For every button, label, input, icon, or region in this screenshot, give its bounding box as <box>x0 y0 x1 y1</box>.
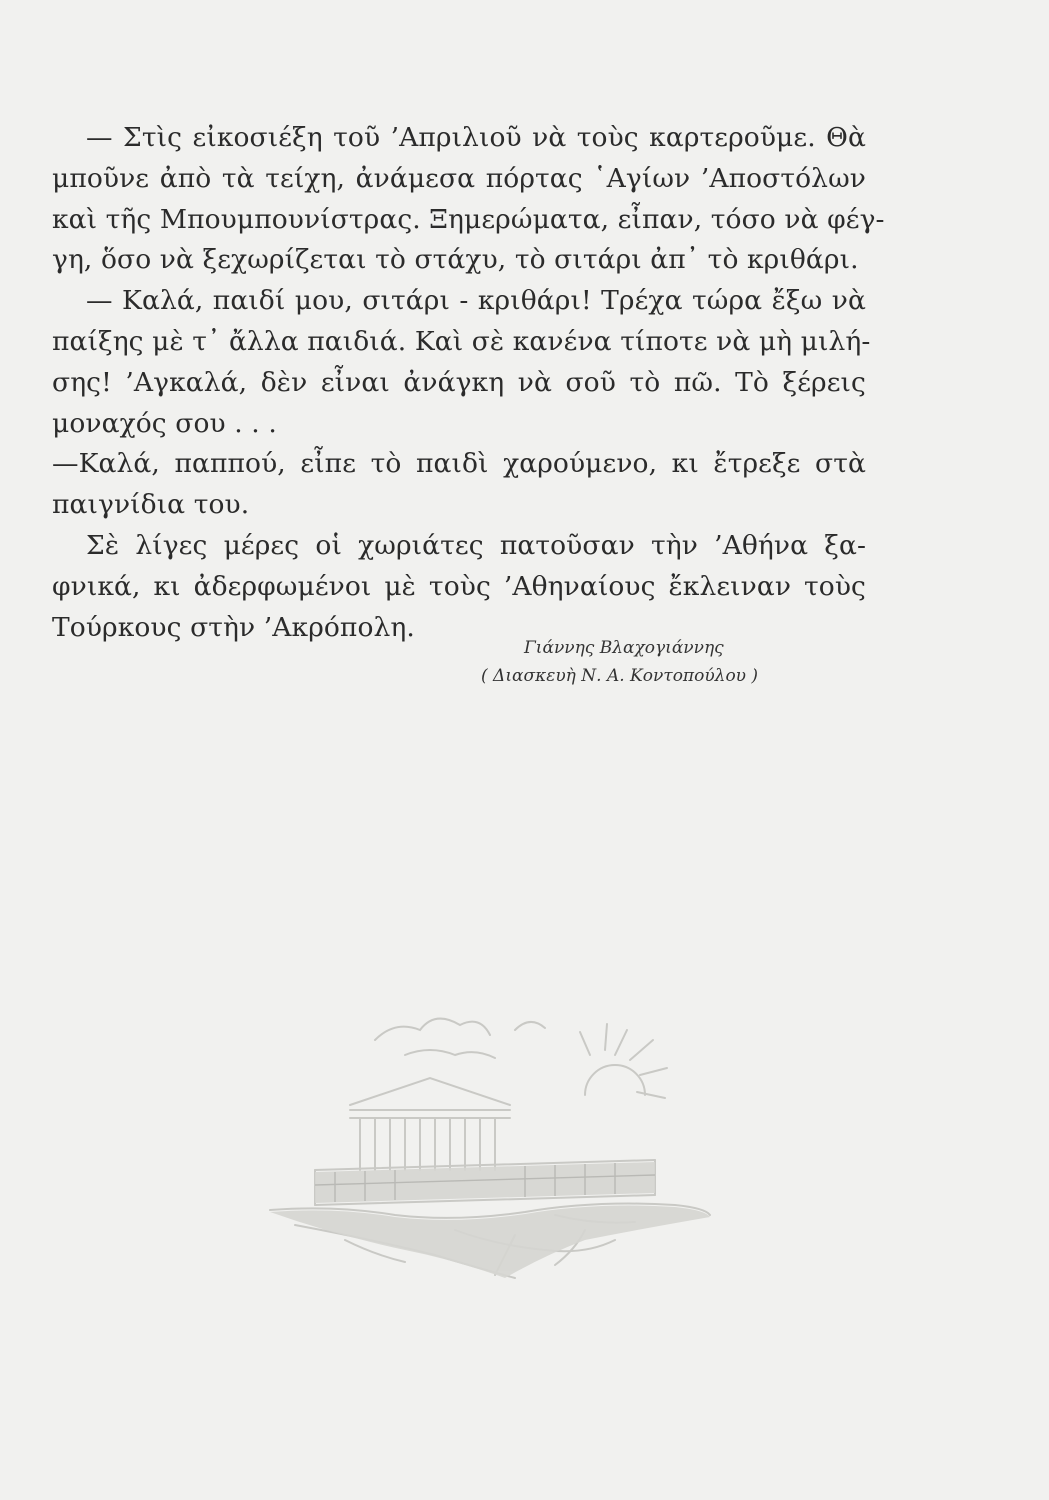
text-line: — Καλά, παιδί μου, σιτάρι - κριθάρι! Τρέχα τώρα ἔξω νὰ <box>86 285 866 317</box>
story-text <box>52 118 885 648</box>
text-line: παίξης μὲ τ᾽ ἄλλα παιδιά. Καὶ σὲ κανένα τίποτε νὰ μὴ μιλή- <box>52 325 871 357</box>
text-line: — Στὶς εἰκοσιέξη τοῦ ’Απριλιοῦ νὰ τοὺς καρτεροῦμε. Θὰ <box>86 122 866 153</box>
author-signature: Γιάννης Βλαχογιάννης <box>524 638 724 658</box>
text-line: Σὲ λίγες μέρες οἱ χωριάτες πατοῦσαν τὴν ’Αθήνα ξα- <box>86 529 866 561</box>
text-line: —Καλά, παππού, εἶπε τὸ παιδὶ χαρούμενο, κι ἔτρεξε στὰ <box>52 448 866 480</box>
text-line: καὶ τῆς Μπουμπουνίστρας. Ξημερώματα, εἶπαν, τόσο νὰ φέγ- <box>52 203 885 235</box>
text-line: παιγνίδια του. <box>52 489 250 521</box>
text-line: φνικά, κι ἀδερφωμένοι μὲ τοὺς ’Αθηναίους ἔκλειναν τοὺς <box>52 570 866 602</box>
text-line: γη, ὅσο νὰ ξεχωρίζεται τὸ στάχυ, τὸ σιτάρι ἀπ᾽ τὸ κριθάρι. <box>52 244 859 276</box>
text-line: μοναχός σου . . . <box>52 407 277 439</box>
text-line: Τούρκους στὴν ’Ακρόπολη. <box>52 611 415 643</box>
text-line: μποῦνε ἀπὸ τὰ τείχη, ἀνάμεσα πόρτας ῾Αγίων ’Αποστόλων <box>52 162 866 194</box>
text-line: σης! ’Αγκαλά, δὲν εἶναι ἀνάγκη νὰ σοῦ τὸ πῶ. Τὸ ξέρεις <box>52 366 866 398</box>
acropolis-illustration-icon <box>255 1000 715 1280</box>
adaptation-credit: ( Διασκευὴ Ν. Α. Κοντοπούλου ) <box>481 666 759 686</box>
